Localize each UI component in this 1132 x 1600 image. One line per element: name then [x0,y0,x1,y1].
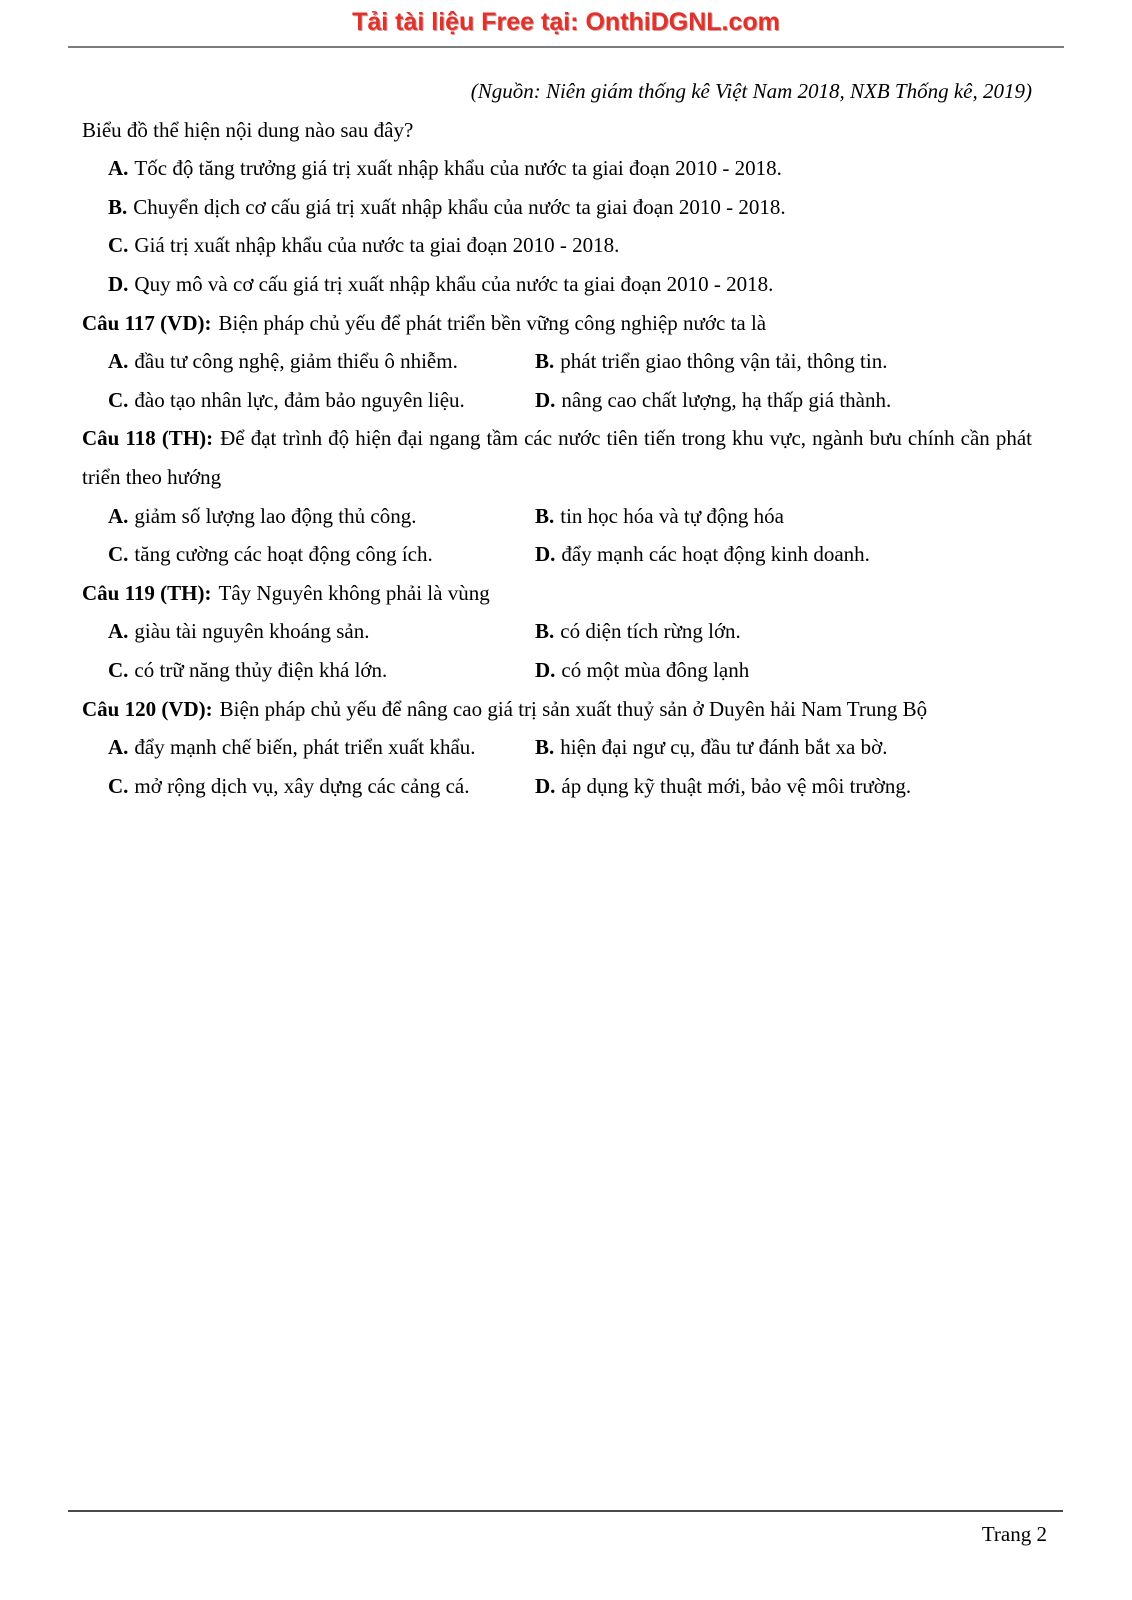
option-letter: B. [108,194,128,219]
option-letter: D. [535,773,556,798]
option-text: giàu tài nguyên khoáng sản. [134,619,370,644]
option-text: có trữ năng thủy điện khá lớn. [134,657,388,682]
option-letter: C. [108,773,129,798]
option-text: nâng cao chất lượng, hạ thấp giá thành. [561,387,892,412]
question-stem-text: Biện pháp chủ yếu để nâng cao giá trị sản xuất thuỷ sản ở Duyên hải Nam Trung Bộ [219,696,928,721]
option-letter: B. [535,503,555,528]
question-119-option-a [108,612,535,651]
question-118-option-a [108,497,535,536]
option-text: Chuyển dịch cơ cấu giá trị xuất nhập khẩu của nước ta giai đoạn 2010 - 2018. [133,194,786,219]
header-divider [68,46,1064,48]
options-row [108,381,1032,420]
option-letter: B. [535,619,555,644]
question-stem-text: Tây Nguyên không phải là vùng [218,580,490,605]
option-letter: C. [108,387,129,412]
question-117-option-c [108,381,535,420]
question-120-option-b [535,728,1032,767]
option-letter: A. [108,503,129,528]
question-number: Câu 119 (TH): [82,580,212,605]
question-117-option-d [535,381,1032,420]
option-letter: A. [108,619,129,644]
option-text: tăng cường các hoạt động công ích. [134,542,433,567]
options-row [108,767,1032,806]
question-116-option-c [82,226,1032,265]
page-number: Trang 2 [981,1522,1047,1546]
question-119-option-d [535,651,1032,690]
option-text: có một mùa đông lạnh [561,657,750,682]
option-letter: A. [108,349,129,374]
option-text: mở rộng dịch vụ, xây dựng các cảng cá. [134,773,470,798]
header-banner: Tải tài liệu Free tại: OnthiDGNL.com [352,8,780,36]
options-row [108,535,1032,574]
question-116-option-d [82,265,1032,304]
option-text: đào tạo nhân lực, đảm bảo nguyên liệu. [134,387,465,412]
option-text: Giá trị xuất nhập khẩu của nước ta giai đoạn 2010 - 2018. [134,233,620,258]
options-row [108,342,1032,381]
question-number: Câu 117 (VD): [82,310,212,335]
option-letter: C. [108,657,129,682]
question-number: Câu 118 (TH): [82,426,214,451]
document-body [82,72,1032,805]
question-number: Câu 120 (VD): [82,696,213,721]
option-text: tin học hóa và tự động hóa [560,503,784,528]
question-117-option-b [535,342,1032,381]
option-letter: D. [108,271,129,296]
source-note: (Nguồn: Niên giám thống kê Việt Nam 2018, NXB Thống kê, 2019) [470,79,1032,103]
question-117-stem [82,304,1032,343]
option-letter: A. [108,735,129,760]
options-row [108,497,1032,536]
option-text: đẩy mạnh chế biến, phát triển xuất khẩu. [134,735,476,760]
option-letter: D. [535,657,556,682]
question-120-stem [82,690,1032,729]
question-120-option-c [108,767,535,806]
option-letter: C. [108,542,129,567]
question-116-stem: Biểu đồ thể hiện nội dung nào sau đây? [82,117,414,142]
options-row [108,651,1032,690]
question-119-stem [82,574,1032,613]
option-letter: B. [535,349,555,374]
question-118-option-c [108,535,535,574]
question-117-option-a [108,342,535,381]
option-letter: C. [108,233,129,258]
question-116-option-a [82,149,1032,188]
option-text: đẩy mạnh các hoạt động kinh doanh. [561,542,870,567]
option-letter: D. [535,542,556,567]
question-stem-text: Biện pháp chủ yếu để phát triển bền vững công nghiệp nước ta là [218,310,767,335]
question-block-118 [82,419,1032,573]
option-text: phát triển giao thông vận tải, thông tin. [560,349,888,374]
question-118-option-b [535,497,1032,536]
question-118-option-d [535,535,1032,574]
option-text: đầu tư công nghệ, giảm thiểu ô nhiễm. [134,349,458,374]
question-block-119 [82,574,1032,690]
option-text: Quy mô và cơ cấu giá trị xuất nhập khẩu của nước ta giai đoạn 2010 - 2018. [134,271,774,296]
question-120-option-a [108,728,535,767]
footer-divider [68,1510,1063,1512]
question-118-stem [82,419,1032,496]
question-120-option-d [535,767,1032,806]
options-row [108,728,1032,767]
option-text: có diện tích rừng lớn. [560,619,741,644]
options-row [108,612,1032,651]
option-letter: A. [108,156,129,181]
option-letter: D. [535,387,556,412]
option-text: Tốc độ tăng trưởng giá trị xuất nhập khẩu của nước ta giai đoạn 2010 - 2018. [134,156,782,181]
question-block-117 [82,304,1032,420]
option-text: áp dụng kỹ thuật mới, bảo vệ môi trường. [561,773,912,798]
question-block-116 [82,111,1032,304]
question-119-option-c [108,651,535,690]
question-116-option-b [82,188,1032,227]
question-block-120 [82,690,1032,806]
question-stem-text: Để đạt trình độ hiện đại ngang tầm các nước tiên tiến trong khu vực, ngành bưu chính cần phát triển theo hướng [82,426,1032,489]
question-119-option-b [535,612,1032,651]
option-text: giảm số lượng lao động thủ công. [134,503,417,528]
option-text: hiện đại ngư cụ, đầu tư đánh bắt xa bờ. [560,735,888,760]
option-letter: B. [535,735,555,760]
